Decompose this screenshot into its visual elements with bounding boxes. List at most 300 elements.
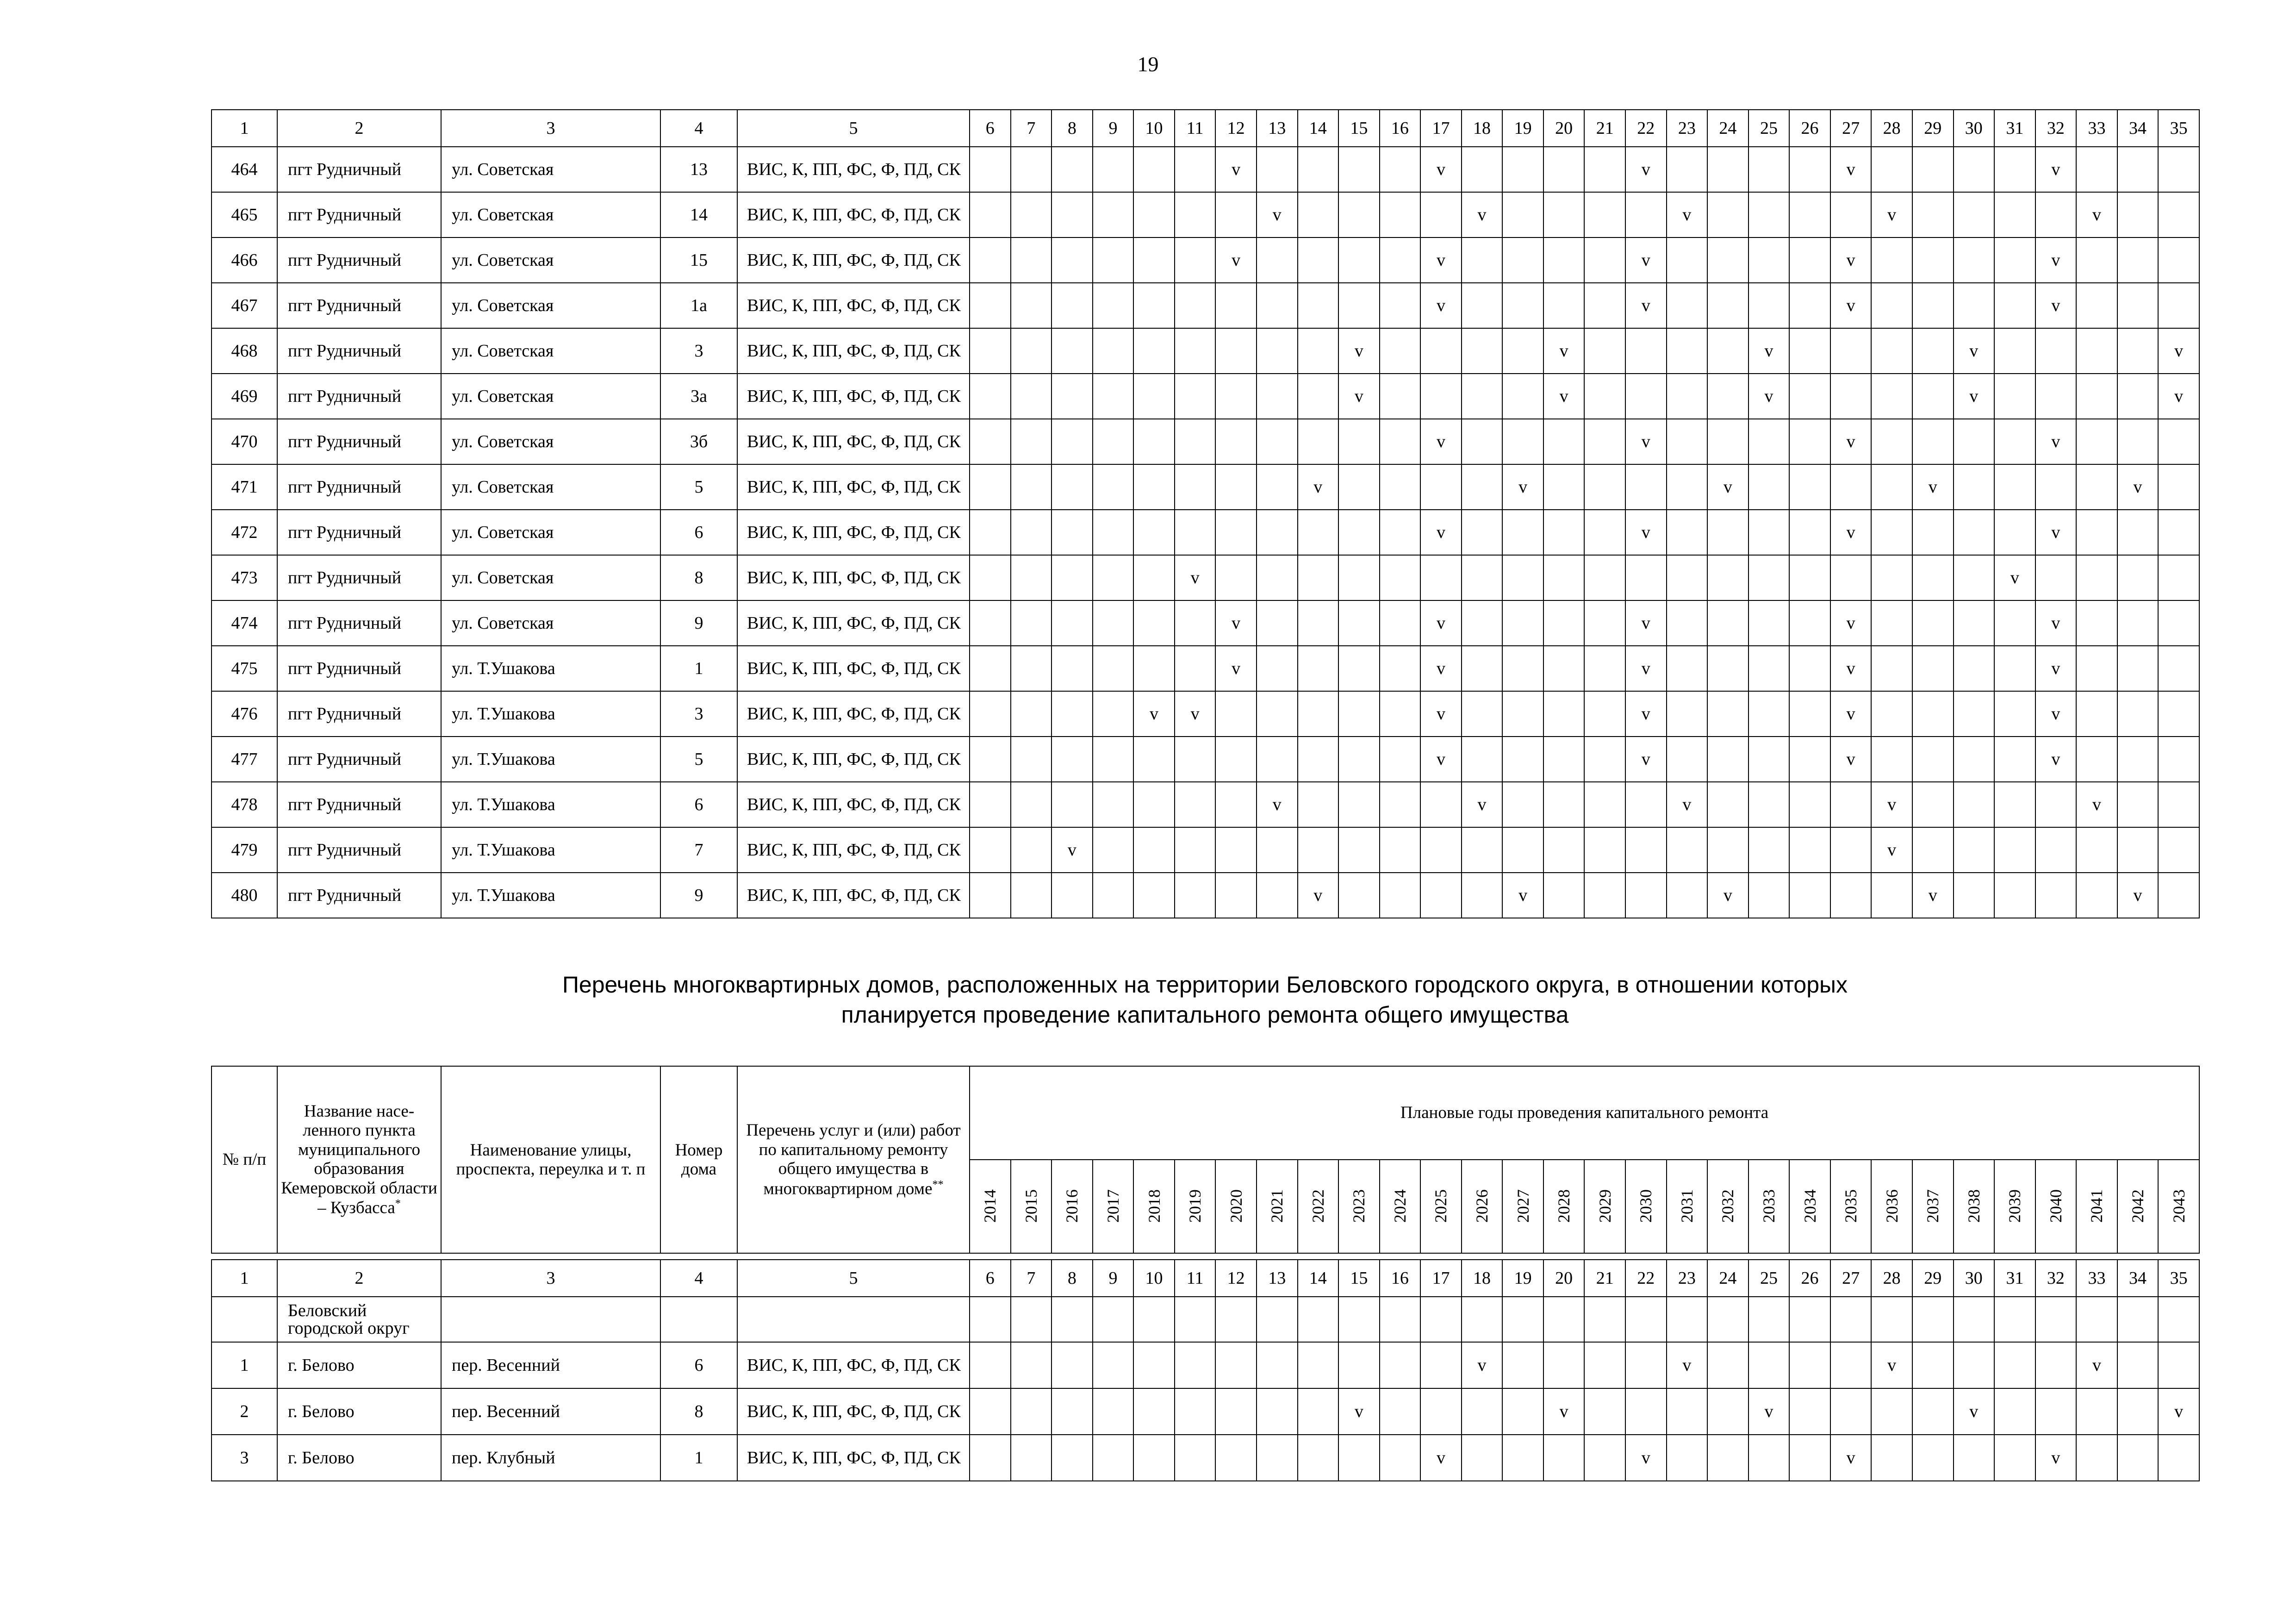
works-cell: ВИС, К, ПП, ФС, Ф, ПД, СК	[737, 600, 970, 646]
year-mark-cell	[1215, 192, 1257, 237]
year-mark-cell	[1667, 600, 1708, 646]
year-mark-cell	[1175, 1388, 1216, 1435]
year-mark-cell	[1462, 782, 1503, 827]
repair-mark: v	[1641, 750, 1650, 769]
empty-cell	[1175, 1297, 1216, 1342]
year-mark-cell	[1625, 464, 1667, 510]
year-mark-cell	[1420, 464, 1462, 510]
repair-mark: v	[2051, 750, 2060, 769]
year-mark-cell	[1748, 646, 1790, 691]
year-mark-cell	[2076, 192, 2117, 237]
year-mark-cell	[1912, 419, 1954, 464]
empty-cell	[737, 1297, 970, 1342]
row-number: 480	[212, 873, 277, 918]
year-mark-cell	[1667, 192, 1708, 237]
column-number: 4	[660, 110, 737, 147]
year-mark-cell	[1215, 328, 1257, 374]
year-mark-cell	[1011, 737, 1052, 782]
year-header-cell	[1257, 1160, 1298, 1253]
year-mark-cell	[1748, 827, 1790, 873]
year-mark-cell	[1994, 782, 2035, 827]
works-cell: ВИС, К, ПП, ФС, Ф, ПД, СК	[737, 419, 970, 464]
house-number-cell: 8	[660, 555, 737, 600]
year-header-cell	[1871, 1160, 1912, 1253]
year-mark-cell	[1420, 737, 1462, 782]
year-mark-cell	[1011, 782, 1052, 827]
year-mark-cell	[1707, 646, 1748, 691]
repair-mark: v	[2092, 205, 2101, 225]
locality-cell: г. Белово	[277, 1342, 441, 1388]
year-mark-cell	[1133, 691, 1175, 737]
year-mark-cell	[1667, 555, 1708, 600]
year-mark-cell	[970, 192, 1011, 237]
year-mark-cell	[1789, 147, 1830, 192]
house-number-cell: 1	[660, 646, 737, 691]
column-number: 11	[1175, 110, 1216, 147]
year-mark-cell	[1625, 283, 1667, 328]
year-mark-cell	[1994, 827, 2035, 873]
year-mark-cell	[1175, 419, 1216, 464]
empty-cell	[1707, 1297, 1748, 1342]
year-mark-cell	[2076, 782, 2117, 827]
year-mark-cell	[1667, 737, 1708, 782]
year-label: 2015	[1021, 1189, 1040, 1223]
year-mark-cell	[1912, 328, 1954, 374]
locality-cell: пгт Рудничный	[277, 510, 441, 555]
year-mark-cell	[2076, 237, 2117, 283]
year-mark-cell	[1830, 419, 1872, 464]
repair-mark: v	[1641, 1448, 1650, 1468]
year-mark-cell	[1338, 419, 1380, 464]
year-mark-cell	[1543, 328, 1585, 374]
repair-mark: v	[1559, 341, 1568, 361]
house-number-cell: 1	[660, 1435, 737, 1481]
works-cell: ВИС, К, ПП, ФС, Ф, ПД, СК	[737, 464, 970, 510]
column-number: 6	[970, 1260, 1011, 1297]
year-mark-cell	[1871, 419, 1912, 464]
year-mark-cell	[1338, 555, 1380, 600]
year-mark-cell	[1871, 691, 1912, 737]
year-mark-cell	[1871, 328, 1912, 374]
year-mark-cell	[1338, 737, 1380, 782]
year-mark-cell	[1502, 737, 1543, 782]
year-mark-cell	[1011, 1342, 1052, 1388]
repair-mark: v	[1682, 795, 1692, 814]
year-mark-cell	[1502, 464, 1543, 510]
year-mark-cell	[1667, 419, 1708, 464]
works-cell: ВИС, К, ПП, ФС, Ф, ПД, СК	[737, 782, 970, 827]
year-mark-cell	[1912, 737, 1954, 782]
year-mark-cell	[1789, 419, 1830, 464]
street-cell: пер. Весенний	[441, 1342, 660, 1388]
year-mark-cell	[1257, 192, 1298, 237]
column-number: 24	[1707, 110, 1748, 147]
column-number: 8	[1052, 1260, 1093, 1297]
year-mark-cell	[1667, 827, 1708, 873]
row-number: 1	[212, 1342, 277, 1388]
year-mark-cell	[1707, 1435, 1748, 1481]
repair-mark: v	[1313, 886, 1323, 905]
repair-mark: v	[1969, 341, 1979, 361]
year-mark-cell	[1380, 1435, 1421, 1481]
year-mark-cell	[2117, 1435, 2159, 1481]
year-mark-cell	[1994, 464, 2035, 510]
repair-mark: v	[1641, 432, 1650, 451]
year-label: 2018	[1145, 1189, 1164, 1223]
year-mark-cell	[1338, 600, 1380, 646]
column-number: 9	[1093, 1260, 1134, 1297]
repair-mark: v	[1887, 840, 1897, 860]
year-label: 2028	[1555, 1189, 1573, 1223]
year-header-cell	[1584, 1160, 1625, 1253]
year-mark-cell	[1257, 510, 1298, 555]
year-mark-cell	[1380, 510, 1421, 555]
year-mark-cell	[2117, 782, 2159, 827]
year-mark-cell	[1298, 374, 1339, 419]
year-mark-cell	[1954, 192, 1995, 237]
year-mark-cell	[1215, 1342, 1257, 1388]
year-mark-cell	[1667, 646, 1708, 691]
year-mark-cell	[1954, 419, 1995, 464]
year-mark-cell	[1011, 1435, 1052, 1481]
empty-cell	[1133, 1297, 1175, 1342]
repair-mark: v	[1846, 750, 1855, 769]
column-number: 3	[441, 1260, 660, 1297]
year-mark-cell	[1912, 283, 1954, 328]
row-number: 469	[212, 374, 277, 419]
year-mark-cell	[1667, 464, 1708, 510]
year-mark-cell	[1502, 374, 1543, 419]
year-header-cell	[1175, 1160, 1216, 1253]
year-mark-cell	[1133, 782, 1175, 827]
year-mark-cell	[2035, 283, 2077, 328]
column-number: 10	[1133, 1260, 1175, 1297]
year-mark-cell	[1420, 328, 1462, 374]
empty-cell	[2158, 1297, 2199, 1342]
locality-cell: пгт Рудничный	[277, 600, 441, 646]
year-mark-cell	[1543, 555, 1585, 600]
year-mark-cell	[2158, 737, 2199, 782]
year-mark-cell	[970, 374, 1011, 419]
year-mark-cell	[1625, 691, 1667, 737]
column-number: 6	[970, 110, 1011, 147]
repair-mark: v	[2174, 1402, 2184, 1421]
repair-mark: v	[1641, 523, 1650, 542]
year-mark-cell	[1707, 1342, 1748, 1388]
street-cell: ул. Советская	[441, 147, 660, 192]
year-mark-cell	[1257, 873, 1298, 918]
year-label: 2025	[1431, 1189, 1450, 1223]
year-mark-cell	[1215, 646, 1257, 691]
year-mark-cell	[1830, 600, 1872, 646]
year-mark-cell	[1625, 737, 1667, 782]
column-number: 22	[1625, 1260, 1667, 1297]
repair-mark: v	[1846, 296, 1855, 315]
year-label: 2037	[1923, 1189, 1942, 1223]
section-title-line-1: Перечень многоквартирных домов, расположенных на территории Беловского городского округа, в отношении которых	[562, 972, 1848, 998]
year-mark-cell	[1133, 328, 1175, 374]
column-number: 18	[1462, 1260, 1503, 1297]
year-mark-cell	[1093, 374, 1134, 419]
column-number: 30	[1954, 1260, 1995, 1297]
year-mark-cell	[1584, 192, 1625, 237]
year-mark-cell	[1093, 782, 1134, 827]
table-row	[212, 555, 2199, 600]
year-mark-cell	[970, 510, 1011, 555]
year-mark-cell	[1462, 283, 1503, 328]
year-mark-cell	[1954, 873, 1995, 918]
year-mark-cell	[1298, 147, 1339, 192]
year-mark-cell	[1543, 1342, 1585, 1388]
year-mark-cell	[1380, 737, 1421, 782]
year-mark-cell	[970, 782, 1011, 827]
year-mark-cell	[1215, 147, 1257, 192]
year-mark-cell	[1011, 192, 1052, 237]
table-row	[212, 1388, 2199, 1435]
year-mark-cell	[1748, 1388, 1790, 1435]
year-mark-cell	[1133, 374, 1175, 419]
year-mark-cell	[1462, 374, 1503, 419]
year-mark-cell	[1133, 1342, 1175, 1388]
year-mark-cell	[1707, 827, 1748, 873]
plan-table-header	[211, 1066, 2200, 1254]
house-number-cell: 7	[660, 827, 737, 873]
year-mark-cell	[1462, 646, 1503, 691]
year-mark-cell	[1215, 737, 1257, 782]
year-mark-cell	[1830, 510, 1872, 555]
locality-cell: пгт Рудничный	[277, 646, 441, 691]
year-mark-cell	[1748, 555, 1790, 600]
year-mark-cell	[2117, 691, 2159, 737]
table-row	[212, 873, 2199, 918]
column-number: 31	[1994, 110, 2035, 147]
year-mark-cell	[970, 1435, 1011, 1481]
year-mark-cell	[2035, 147, 2077, 192]
repair-mark: v	[1723, 886, 1732, 905]
year-mark-cell	[1625, 237, 1667, 283]
year-mark-cell	[1380, 1342, 1421, 1388]
year-mark-cell	[1830, 147, 1872, 192]
year-mark-cell	[1175, 555, 1216, 600]
year-mark-cell	[1462, 328, 1503, 374]
year-mark-cell	[2117, 283, 2159, 328]
empty-cell	[1871, 1297, 1912, 1342]
year-mark-cell	[1420, 1435, 1462, 1481]
year-mark-cell	[1420, 1388, 1462, 1435]
year-mark-cell	[1584, 328, 1625, 374]
year-mark-cell	[1502, 1342, 1543, 1388]
year-mark-cell	[2076, 147, 2117, 192]
repair-mark: v	[1641, 659, 1650, 678]
year-mark-cell	[1625, 510, 1667, 555]
year-mark-cell	[2158, 646, 2199, 691]
year-mark-cell	[1502, 192, 1543, 237]
year-mark-cell	[1462, 737, 1503, 782]
repair-mark: v	[1846, 659, 1855, 678]
works-cell: ВИС, К, ПП, ФС, Ф, ПД, СК	[737, 873, 970, 918]
column-number: 16	[1380, 110, 1421, 147]
year-mark-cell	[1789, 1435, 1830, 1481]
locality-cell: пгт Рудничный	[277, 873, 441, 918]
year-mark-cell	[1298, 510, 1339, 555]
year-mark-cell	[1215, 827, 1257, 873]
column-number: 5	[737, 110, 970, 147]
year-mark-cell	[1871, 782, 1912, 827]
year-mark-cell	[1380, 827, 1421, 873]
house-number-cell: 9	[660, 600, 737, 646]
repair-mark: v	[1436, 432, 1445, 451]
year-mark-cell	[1257, 782, 1298, 827]
year-mark-cell	[2035, 328, 2077, 374]
year-mark-cell	[1502, 1388, 1543, 1435]
year-mark-cell	[1912, 464, 1954, 510]
year-mark-cell	[1133, 147, 1175, 192]
works-cell: ВИС, К, ПП, ФС, Ф, ПД, СК	[737, 147, 970, 192]
year-mark-cell	[1338, 691, 1380, 737]
year-mark-cell	[1625, 192, 1667, 237]
year-mark-cell	[1830, 691, 1872, 737]
year-mark-cell	[970, 147, 1011, 192]
repair-mark: v	[2174, 387, 2184, 406]
column-number: 27	[1830, 1260, 1872, 1297]
empty-cell	[2117, 1297, 2159, 1342]
year-mark-cell	[1093, 147, 1134, 192]
year-mark-cell	[1871, 283, 1912, 328]
year-mark-cell	[1994, 873, 2035, 918]
year-mark-cell	[970, 328, 1011, 374]
year-mark-cell	[970, 827, 1011, 873]
year-mark-cell	[1215, 555, 1257, 600]
year-mark-cell	[1994, 1342, 2035, 1388]
year-mark-cell	[1954, 328, 1995, 374]
year-mark-cell	[1380, 192, 1421, 237]
street-cell: ул. Т.Ушакова	[441, 737, 660, 782]
year-mark-cell	[1667, 1435, 1708, 1481]
works-cell: ВИС, К, ПП, ФС, Ф, ПД, СК	[737, 1435, 970, 1481]
table-row	[212, 1342, 2199, 1388]
column-number: 11	[1175, 1260, 1216, 1297]
empty-cell	[2035, 1297, 2077, 1342]
repair-mark: v	[1477, 205, 1487, 225]
repair-mark: v	[1313, 477, 1323, 497]
column-number: 13	[1257, 110, 1298, 147]
house-number-cell: 9	[660, 873, 737, 918]
table-row	[212, 510, 2199, 555]
column-number: 15	[1338, 1260, 1380, 1297]
year-mark-cell	[1667, 691, 1708, 737]
table-row	[212, 419, 2199, 464]
row-number: 473	[212, 555, 277, 600]
year-header-cell	[1420, 1160, 1462, 1253]
row-number: 2	[212, 1388, 277, 1435]
table-row	[212, 646, 2199, 691]
year-mark-cell	[1338, 1342, 1380, 1388]
year-mark-cell	[1543, 782, 1585, 827]
repair-mark: v	[2133, 886, 2142, 905]
year-mark-cell	[1830, 873, 1872, 918]
empty-cell	[441, 1297, 660, 1342]
locality-cell: пгт Рудничный	[277, 237, 441, 283]
year-mark-cell	[2035, 510, 2077, 555]
year-label: 2021	[1268, 1189, 1287, 1223]
year-mark-cell	[1871, 555, 1912, 600]
region-row	[212, 1297, 2199, 1342]
repair-mark: v	[1436, 750, 1445, 769]
year-mark-cell	[1502, 600, 1543, 646]
year-mark-cell	[1052, 737, 1093, 782]
year-mark-cell	[1093, 827, 1134, 873]
year-mark-cell	[1175, 646, 1216, 691]
year-mark-cell	[2076, 737, 2117, 782]
year-mark-cell	[1011, 646, 1052, 691]
year-mark-cell	[1011, 691, 1052, 737]
year-mark-cell	[1298, 1342, 1339, 1388]
year-mark-cell	[1502, 283, 1543, 328]
repair-mark: v	[1436, 160, 1445, 179]
repair-mark: v	[1846, 523, 1855, 542]
empty-cell	[1912, 1297, 1954, 1342]
year-mark-cell	[1830, 328, 1872, 374]
year-mark-cell	[2076, 691, 2117, 737]
repair-mark: v	[1846, 1448, 1855, 1468]
year-mark-cell	[1462, 691, 1503, 737]
year-mark-cell	[1298, 419, 1339, 464]
year-mark-cell	[1871, 192, 1912, 237]
year-label: 2027	[1513, 1189, 1532, 1223]
year-mark-cell	[1954, 147, 1995, 192]
column-number: 5	[737, 1260, 970, 1297]
year-mark-cell	[1052, 464, 1093, 510]
works-cell: ВИС, К, ПП, ФС, Ф, ПД, СК	[737, 510, 970, 555]
year-mark-cell	[1543, 464, 1585, 510]
year-header-cell	[1994, 1160, 2035, 1253]
year-mark-cell	[1543, 147, 1585, 192]
year-mark-cell	[1420, 510, 1462, 555]
repair-mark: v	[1846, 160, 1855, 179]
column-number: 10	[1133, 110, 1175, 147]
year-mark-cell	[1789, 510, 1830, 555]
year-mark-cell	[1133, 827, 1175, 873]
year-label: 2030	[1636, 1189, 1655, 1223]
year-mark-cell	[1543, 510, 1585, 555]
year-mark-cell	[1175, 510, 1216, 555]
column-number: 19	[1502, 110, 1543, 147]
year-mark-cell	[1175, 1435, 1216, 1481]
year-mark-cell	[1625, 1388, 1667, 1435]
year-mark-cell	[1789, 782, 1830, 827]
section-title-line-2: планируется проведение капитального ремонта общего имущества	[841, 1002, 1569, 1028]
year-mark-cell	[1502, 782, 1543, 827]
empty-cell	[1420, 1297, 1462, 1342]
year-mark-cell	[1871, 873, 1912, 918]
year-mark-cell	[1380, 328, 1421, 374]
column-number: 34	[2117, 110, 2159, 147]
year-mark-cell	[1994, 328, 2035, 374]
column-number: 7	[1011, 1260, 1052, 1297]
repair-mark: v	[2051, 704, 2060, 724]
repair-mark: v	[1764, 341, 1773, 361]
header-locality-footnote: *	[395, 1198, 401, 1210]
year-mark-cell	[2117, 646, 2159, 691]
year-mark-cell	[1298, 873, 1339, 918]
locality-cell: пгт Рудничный	[277, 555, 441, 600]
house-number-cell: 6	[660, 782, 737, 827]
year-mark-cell	[1093, 283, 1134, 328]
column-number: 24	[1707, 1260, 1748, 1297]
row-number: 466	[212, 237, 277, 283]
year-mark-cell	[1462, 147, 1503, 192]
year-label: 2020	[1226, 1189, 1245, 1223]
